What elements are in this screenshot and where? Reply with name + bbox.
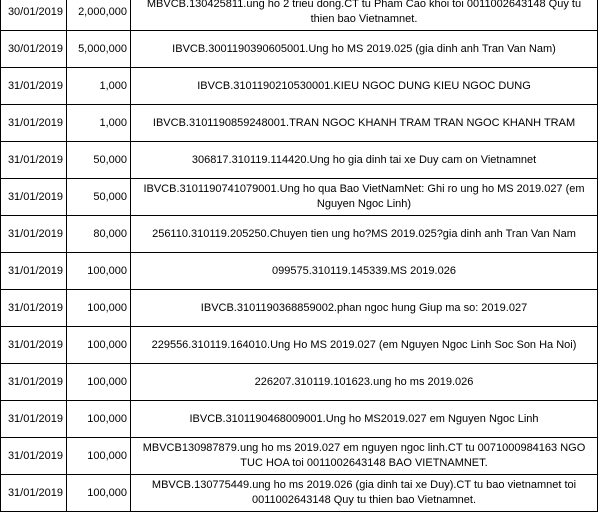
table-row — [1, 216, 598, 253]
date-cell: 31/01/2019 — [1, 179, 67, 216]
date-cell: 31/01/2019 — [1, 216, 67, 253]
amount-cell: 2,000,000 — [67, 0, 131, 31]
date-cell: 31/01/2019 — [1, 142, 67, 179]
description-cell: MBVCB.130775449.ung ho ms 2019.026 (gia dinh tai xe Duy).CT tu bao vietnamnet toi 0011002643148 Quy tu thien bao Vietnamnet. — [131, 475, 598, 512]
description-cell: IBVCB.3001190390605001.Ung ho MS 2019.025 (gia dinh anh Tran Van Nam) — [131, 31, 598, 68]
date-cell: 31/01/2019 — [1, 68, 67, 105]
date-cell: 31/01/2019 — [1, 475, 67, 512]
description-cell: 306817.310119.114420.Ung ho gia dinh tai xe Duy cam on Vietnamnet — [131, 142, 598, 179]
description-cell: 229556.310119.164010.Ung Ho MS 2019.027 (em Nguyen Ngoc Linh Soc Son Ha Noi) — [131, 327, 598, 364]
description-cell: IBVCB.3101190741079001.Ung ho qua Bao VietNamNet: Ghi ro ung ho MS 2019.027 (em Nguyen Ngoc Linh) — [131, 179, 598, 216]
amount-cell: 50,000 — [67, 179, 131, 216]
table-row — [1, 364, 598, 401]
table-row — [1, 438, 598, 475]
table-row — [1, 327, 598, 364]
amount-cell: 1,000 — [67, 68, 131, 105]
amount-cell: 100,000 — [67, 253, 131, 290]
amount-cell: 100,000 — [67, 438, 131, 475]
amount-cell: 100,000 — [67, 475, 131, 512]
amount-cell: 50,000 — [67, 142, 131, 179]
date-cell: 31/01/2019 — [1, 401, 67, 438]
description-cell: MBVCB.130425811.ung ho 2 trieu dong.CT tu Pham Cao khoi toi 0011002643148 Quy tu thien bao Vietnamnet. — [131, 0, 598, 31]
description-cell: 226207.310119.101623.ung ho ms 2019.026 — [131, 364, 598, 401]
date-cell: 31/01/2019 — [1, 327, 67, 364]
date-cell: 31/01/2019 — [1, 105, 67, 142]
table-row — [1, 0, 598, 31]
date-cell: 31/01/2019 — [1, 290, 67, 327]
table-row — [1, 105, 598, 142]
amount-cell: 80,000 — [67, 216, 131, 253]
description-cell: IBVCB.3101190468009001.Ung ho MS2019.027 em Nguyen Ngoc Linh — [131, 401, 598, 438]
date-cell: 30/01/2019 — [1, 31, 67, 68]
date-cell: 30/01/2019 — [1, 0, 67, 31]
table-row — [1, 68, 598, 105]
amount-cell: 100,000 — [67, 327, 131, 364]
table-row — [1, 179, 598, 216]
date-cell: 31/01/2019 — [1, 364, 67, 401]
table-row — [1, 290, 598, 327]
date-cell: 31/01/2019 — [1, 438, 67, 475]
amount-cell: 1,000 — [67, 105, 131, 142]
amount-cell: 100,000 — [67, 401, 131, 438]
date-cell: 31/01/2019 — [1, 253, 67, 290]
description-cell: MBVCB130987879.ung ho ms 2019.027 em nguyen ngoc linh.CT tu 0071000984163 NGO TUC HOA toi 0011002643148 BAO VIETNAMNET. — [131, 438, 598, 475]
table-row — [1, 401, 598, 438]
description-cell: IBVCB.3101190210530001.KIEU NGOC DUNG KIEU NGOC DUNG — [131, 68, 598, 105]
ledger-body — [1, 0, 598, 512]
description-cell: 256110.310119.205250.Chuyen tien ung ho?MS 2019.025?gia dinh anh Tran Van Nam — [131, 216, 598, 253]
amount-cell: 100,000 — [67, 364, 131, 401]
table-row — [1, 142, 598, 179]
table-row — [1, 31, 598, 68]
description-cell: 099575.310119.145339.MS 2019.026 — [131, 253, 598, 290]
description-cell: IBVCB.3101190859248001.TRAN NGOC KHANH TRAM TRAN NGOC KHANH TRAM — [131, 105, 598, 142]
table-row — [1, 253, 598, 290]
description-cell: IBVCB.3101190368859002.phan ngoc hung Giup ma so: 2019.027 — [131, 290, 598, 327]
amount-cell: 100,000 — [67, 290, 131, 327]
amount-cell: 5,000,000 — [67, 31, 131, 68]
table-row — [1, 475, 598, 512]
